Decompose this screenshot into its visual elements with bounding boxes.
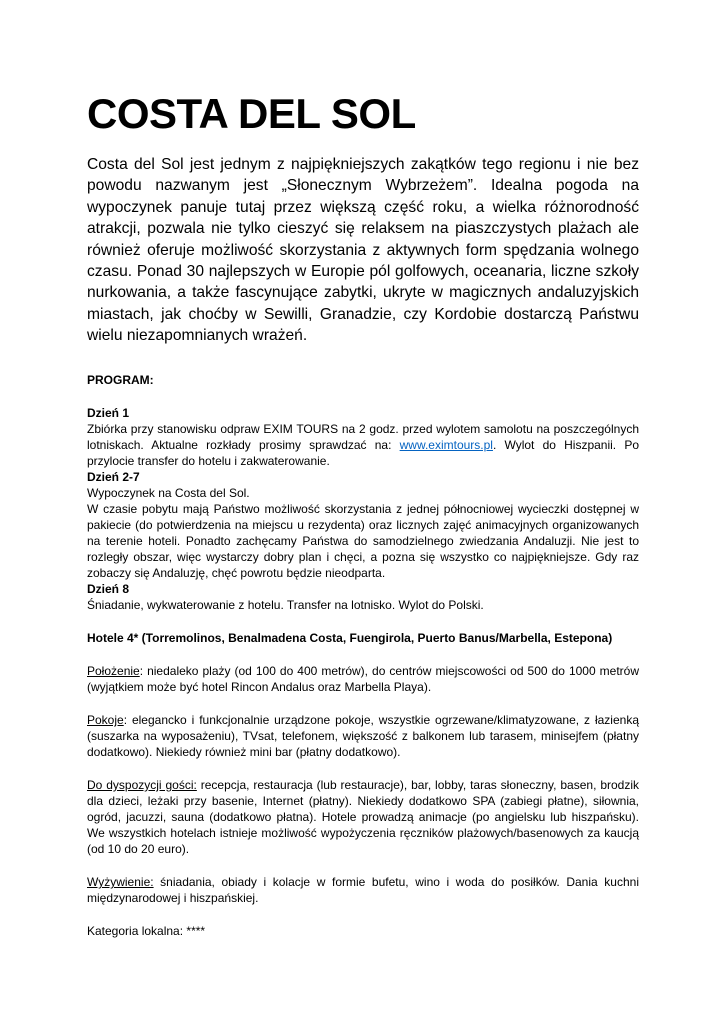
hotel-rooms (87, 712, 639, 760)
facilities-label: Do dyspozycji gości: (87, 778, 197, 792)
day2-line2: W czasie pobytu mają Państwo możliwość skorzystania z jednej północniowej wycieczki dostępnej w pakiecie (do potwierdzenia na miejscu u rezydenta) oraz licznych zajęć animacyjnych organizowanych na terenie hoteli. Ponadto zachęcamy Państwa do samodzielnego zwiedzania Andaluzji. Nie jest to rozległy obszar, więc wystarczy dobry plan i chęci, a pozna się wszystko co najpiękniejsze. Gdy raz zobaczy się Andaluzję, chęć powrotu będzie nieodparta. (87, 502, 639, 580)
meals-text: śniadania, obiady i kolacje w formie bufetu, wino i woda do posiłków. Dania kuchni międzynarodowej i hiszpańskiej. (87, 875, 639, 905)
hotels-heading: Hotele 4* (Torremolinos, Benalmadena Costa, Fuengirola, Puerto Banus/Marbella, Estepona) (87, 631, 613, 645)
day1-text-after: . Wylot do Hiszpanii. Po przylocie transfer do hotelu i zakwaterowanie. (87, 438, 640, 468)
facilities-text: recepcja, restauracja (lub restauracje), bar, lobby, taras słoneczny, basen, brodzik dla dzieci, leżaki przy basenie, Internet (płatny). Niekiedy dodatkowo SPA (zabiegi płatne), siłownia, ogród, jacuzzi, sauna (dodatkowo płatna). Hotele prowadzą animacje (po angielsku lub hiszpańsku). We wszystkich hotelach istnieje możliwość wypożyczenia ręczników plażowych/basenowych za kaucją (od 10 do 20 euro). (87, 778, 639, 856)
rooms-label: Pokoje (87, 713, 124, 727)
intro-paragraph: Costa del Sol jest jednym z najpiękniejszych zakątków tego regionu i nie bez powodu nazwanym jest „Słonecznym Wybrzeżem”. Idealna pogoda na wypoczynek panuje tutaj przez większą część roku, a wielka różnorodność atrakcji, pozwala nie tylko cieszyć się relaksem na piaszczystych plażach ale również oferuje możliwość skorzystania z aktywnych form spędzania wolnego czasu. Ponad 30 najlepszych w Europie pól golfowych, oceanaria, liczne szkoły nurkowania, a także fascynujące zabytki, ukryte w magicznych andaluzyjskich miastach, jak choćby w Sewilli, Granadzie, czy Kordobie dostarczą Państwu wielu niezapomnianych wrażeń. (87, 156, 639, 345)
hotel-location (87, 663, 639, 695)
program-heading: PROGRAM: (87, 373, 154, 387)
location-text: : niedaleko plaży (od 100 do 400 metrów), do centrów miejscowości od 500 do 1000 metrów (wyjątkiem może być hotel Rincon Andalus oraz Marbella Playa). (87, 664, 639, 694)
day2-title: Dzień 2-7 (87, 470, 140, 484)
day1-text-before: Zbiórka przy stanowisku odpraw EXIM TOURS na 2 godz. przed wylotem samolotu na poszczególnych lotniskach. Aktualne rozkłady prosimy sprawdzać na: (87, 422, 639, 452)
day8-text: Śniadanie, wykwaterowanie z hotelu. Transfer na lotnisko. Wylot do Polski. (87, 598, 484, 612)
document-body (87, 372, 639, 939)
day1-text (87, 421, 639, 469)
hotel-facilities (87, 777, 639, 857)
meals-label: Wyżywienie: (87, 875, 154, 889)
hotel-meals (87, 874, 639, 906)
exim-tours-link[interactable]: www.eximtours.pl (399, 438, 493, 452)
location-label: Położenie (87, 664, 140, 678)
day1-title: Dzień 1 (87, 406, 130, 420)
page-title: COSTA DEL SOL (87, 90, 416, 137)
hotel-category: Kategoria lokalna: **** (87, 924, 206, 938)
rooms-text: : elegancko i funkcjonalnie urządzone pokoje, wszystkie ogrzewane/klimatyzowane, z łazienką (suszarka na wyposażeniu), TVsat, telefonem, większość z balkonem lub tarasem, minisejfem (płatny dodatkowo). Niekiedy również mini bar (płatny dodatkowo). (87, 713, 639, 759)
day2-line1: Wypoczynek na Costa del Sol. (87, 486, 250, 500)
day8-title: Dzień 8 (87, 582, 130, 596)
